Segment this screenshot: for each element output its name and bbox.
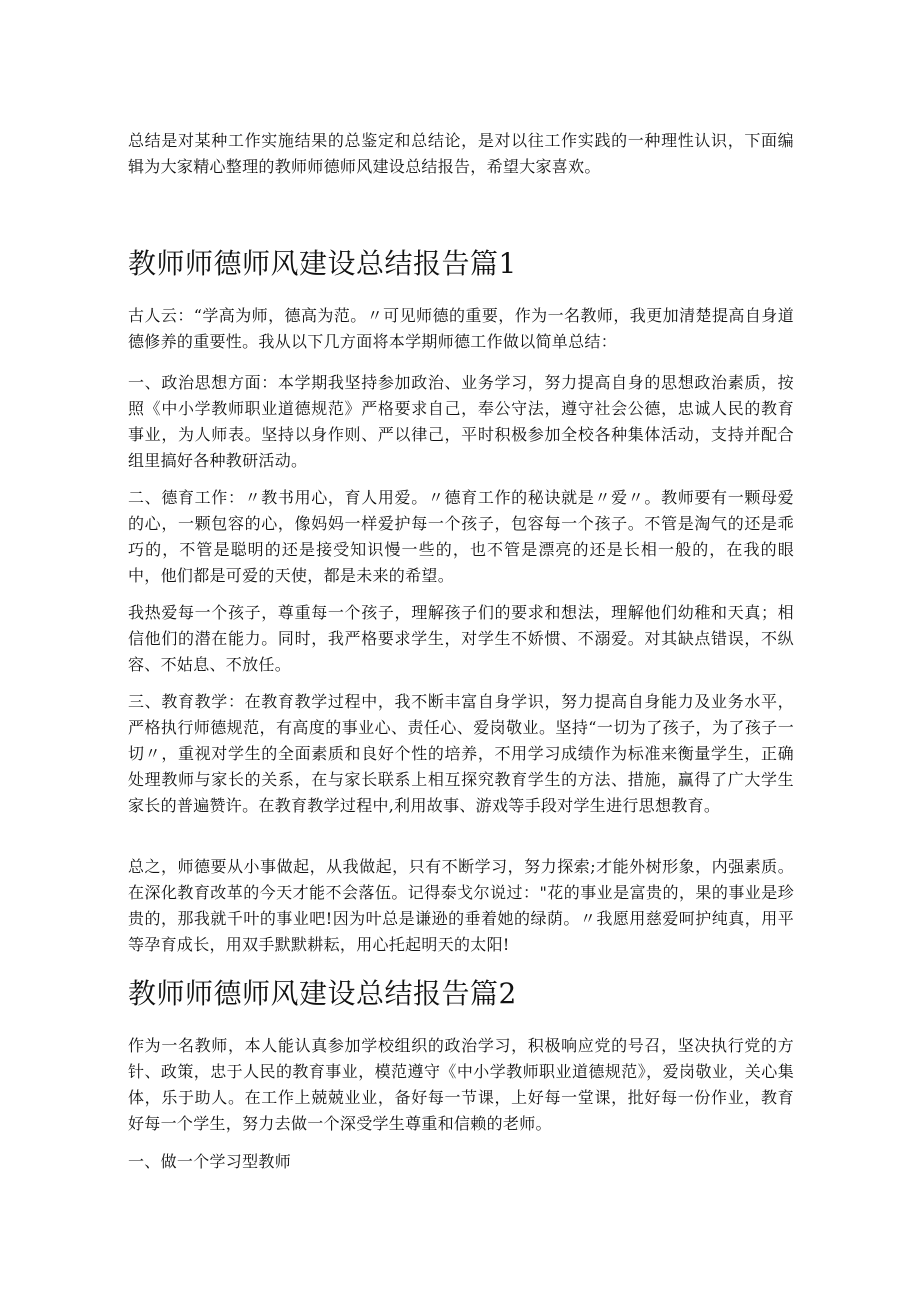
section-2-title: 教师师德师风建设总结报告篇2 [128,977,517,1010]
section-1-paragraph-5: 三、教育教学：在教育教学过程中，我不断丰富自身学识，努力提高自身能力及业务水平，严格执行师德规范，有高度的事业心、责任心、爱岗敬业。坚持“一切为了孩子，为了孩子一切〃，重视对学生的全面素质和良好个性的培养，不用学习成绩作为标准来衡量学生，正确处理教师与家长的关系，在与家长联系上相互探究教育学生的方法、措施，赢得了广大学生家长的普遍赞许。在教育教学过程中,利用故事、游戏等手段对学生进行思想教育。 [128,692,794,815]
intro-paragraph: 总结是对某种工作实施结果的总鉴定和总结论，是对以往工作实践的一种理性认识，下面编辑为大家精心整理的教师师德师风建设总结报告，希望大家喜欢。 [128,131,794,176]
section-1-paragraph-3: 二、德育工作：〃教书用心，育人用爱。〃德育工作的秘诀就是〃爱〃。教师要有一颗母爱的心，一颗包容的心，像妈妈一样爱护每一个孩子，包容每一个孩子。不管是淘气的还是乖巧的，不管是聪明的还是接受知识慢一些的，也不管是漂亮的还是长相一般的，在我的眼中，他们都是可爱的天使，都是未来的希望。 [128,488,794,585]
section-1-paragraph-2: 一、政治思想方面：本学期我坚持参加政治、业务学习，努力提高自身的思想政治素质，按照《中小学教师职业道德规范》严格要求自己，奉公守法，遵守社会公德，忠诚人民的教育事业，为人师表。坚持以身作则、严以律己，平时积极参加全校各种集体活动，支持并配合组里搞好各种教研活动。 [128,373,794,470]
section-2-paragraph-1: 作为一名教师，本人能认真参加学校组织的政治学习，积极响应党的号召，坚决执行党的方针、政策，忠于人民的教育事业，模范遵守《中小学教师职业道德规范》，爱岗敬业，关心集体，乐于助人。在工作上兢兢业业，备好每一节课，上好每一堂课，批好每一份作业，教育好每一个学生，努力去做一个深受学生尊重和信赖的老师。 [128,1036,794,1133]
section-1-paragraph-1: 古人云：“学高为师，德高为范。〃可见师德的重要，作为一名教师，我更加清楚提高自身道德修养的重要性。我从以下几方面将本学期师德工作做以简单总结： [128,306,794,351]
section-1-paragraph-6: 总之，师德要从小事做起，从我做起，只有不断学习，努力探索;才能外树形象，内强素质。在深化教育改革的今天才能不会落伍。记得泰戈尔说过："花的事业是富贵的，果的事业是珍贵的，那我就千叶的事业吧!因为叶总是谦逊的垂着她的绿荫。〃我愿用慈爱呵护纯真，用平等孕育成长，用双手默默耕耘，用心托起明天的太阳! [128,857,794,954]
section-1-title: 教师师德师风建设总结报告篇1 [128,247,517,280]
section-2-subheading: 一、做一个学习型教师 [128,1152,292,1171]
section-1-paragraph-4: 我热爱每一个孩子，尊重每一个孩子，理解孩子们的要求和想法，理解他们幼稚和天真；相信他们的潜在能力。同时，我严格要求学生，对学生不娇惯、不溺爱。对其缺点错误，不纵容、不姑息、不放任。 [128,603,794,674]
